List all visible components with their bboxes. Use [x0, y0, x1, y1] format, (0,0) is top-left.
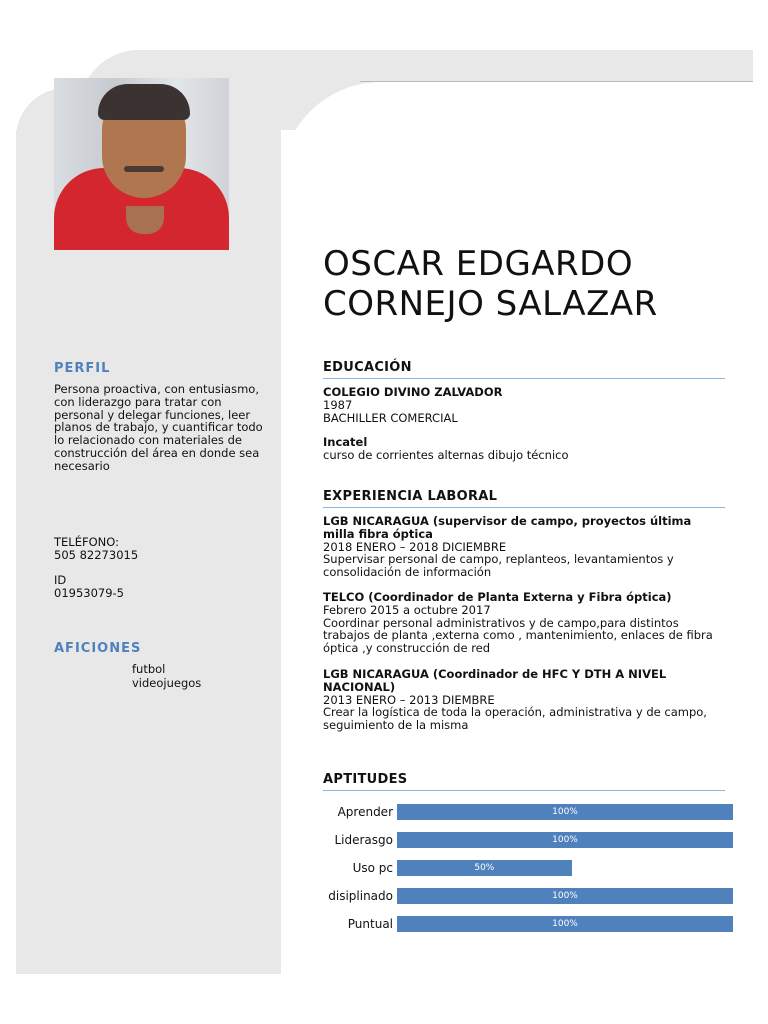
experiencia-heading: EXPERIENCIA LABORAL [323, 489, 725, 508]
skill-label: Liderasgo [334, 833, 393, 847]
id-label: ID [54, 573, 67, 587]
photo-hair [98, 84, 190, 120]
hobby-item: futbol [132, 662, 166, 676]
skill-track [397, 832, 733, 848]
phone-value: 505 82273015 [54, 548, 139, 562]
education-course: curso de corrientes alternas dibujo técnico [323, 447, 569, 462]
skill-bar: 100% [397, 832, 733, 848]
skill-row [300, 804, 740, 820]
skill-track [397, 888, 733, 904]
perfil-heading: PERFIL [54, 361, 111, 376]
photo-mustache [124, 166, 164, 172]
page-bottom-margin [16, 974, 281, 1024]
skill-row [300, 916, 740, 932]
education-title: Incatel [323, 435, 368, 449]
skill-label: Uso pc [352, 861, 393, 875]
skill-bar: 100% [397, 916, 733, 932]
name-line-1: OSCAR EDGARDO [323, 244, 634, 284]
education-degree: BACHILLER COMERCIAL [323, 410, 458, 425]
experience-description: Crear la logística de toda la operación, administrativa y de campo, seguimiento de la misma [323, 705, 707, 733]
hobby-item: videojuegos [132, 676, 202, 690]
education-entry [323, 436, 725, 462]
aptitudes-heading: APTITUDES [323, 772, 725, 791]
skill-bar: 100% [397, 888, 733, 904]
experience-title: LGB NICARAGUA (Coordinador de HFC Y DTH A NIVEL NACIONAL) [323, 667, 667, 694]
id-value: 01953079-5 [54, 586, 124, 600]
education-title: COLEGIO DIVINO ZALVADOR [323, 385, 503, 399]
photo-neck [126, 206, 164, 234]
candidate-name [323, 244, 743, 324]
header-divider [360, 81, 753, 82]
experience-date: 2013 ENERO – 2013 DIEMBRE [323, 692, 495, 707]
education-entry [323, 386, 725, 424]
education-year: 1987 [323, 397, 353, 412]
skill-label: Aprender [337, 805, 393, 819]
experience-title: LGB NICARAGUA (supervisor de campo, proyectos última milla fibra óptica [323, 514, 692, 541]
educacion-heading: EDUCACIÓN [323, 360, 725, 379]
skill-bar: 50% [397, 860, 572, 876]
aficiones-heading: AFICIONES [54, 641, 142, 656]
skill-track [397, 804, 733, 820]
skill-track [397, 860, 733, 876]
skill-label: disiplinado [328, 889, 393, 903]
experience-entry [323, 668, 725, 732]
experience-description: Supervisar personal de campo, replanteos, levantamientos y consolidación de información [323, 552, 674, 580]
name-line-2: CORNEJO SALAZAR [323, 284, 658, 324]
skill-row [300, 832, 740, 848]
perfil-text: Persona proactiva, con entusiasmo, con liderazgo para tratar con personal y delegar funciones, leer planos de trabajo, y cuantificar todo lo relacionado con materiales de construcción del área en donde sea necesario [54, 382, 263, 473]
experience-date: Febrero 2015 a octubre 2017 [323, 602, 491, 617]
skill-bar: 100% [397, 804, 733, 820]
experience-entry [323, 515, 725, 579]
experience-description: Coordinar personal administrativos y de campo,para distintos trabajos de planta ,externa como , mantenimiento, enlaces de fibra óptica ,y construcción de red [323, 615, 713, 656]
experience-date: 2018 ENERO – 2018 DICIEMBRE [323, 539, 507, 554]
skill-label: Puntual [347, 917, 393, 931]
profile-photo [54, 78, 229, 250]
skill-row [300, 888, 740, 904]
skill-track [397, 916, 733, 932]
skill-row [300, 860, 740, 876]
experience-title: TELCO (Coordinador de Planta Externa y Fibra óptica) [323, 590, 672, 604]
phone-label: TELÉFONO: [54, 535, 119, 549]
experience-entry [323, 591, 725, 655]
